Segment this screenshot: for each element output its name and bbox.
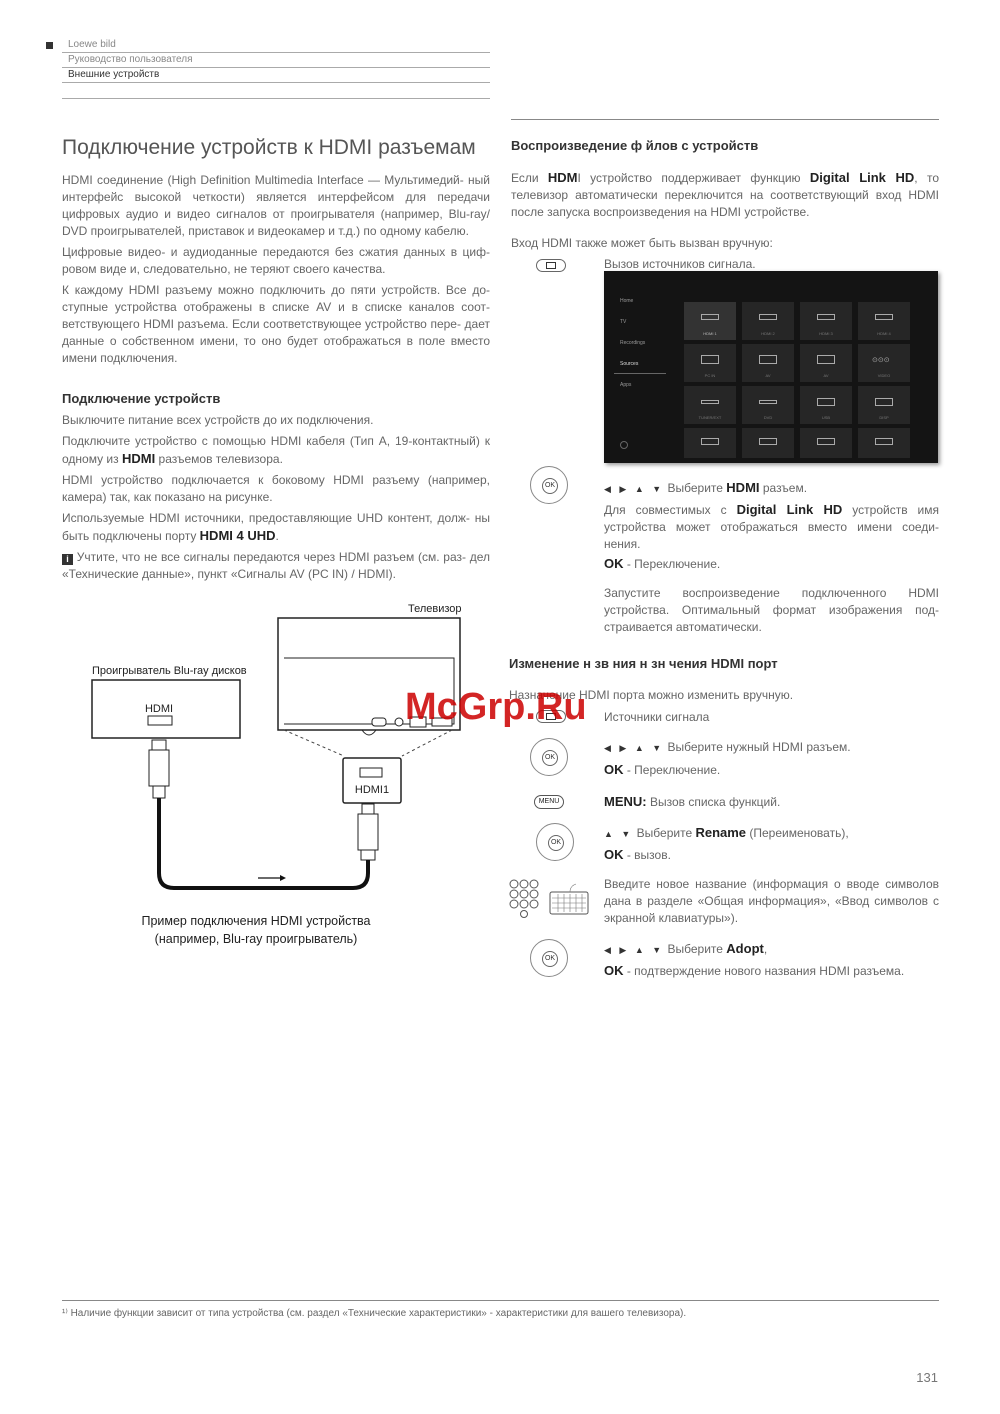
keypad-keyboard-icon — [508, 878, 592, 918]
step-adopt: ◀ ▶ ▲ ▼ Выберите Adopt, — [604, 941, 768, 956]
player-port-label: HDMI — [144, 703, 174, 715]
step-start-playback: Запустите воспроизведение подключенного HDMI устройства. Оптимальный формат изображения под- страивается автоматически. — [604, 586, 939, 634]
info-note: i Учтите, что не все сигналы передаются через HDMI разъем (см. раз- дел «Технические данные», пункт «Сигналы AV (PC IN) / HDMI). — [62, 550, 490, 581]
step-ok-switch-2: OK - Переключение. — [604, 762, 721, 777]
step-menu: MENU: Вызов списка функций. — [604, 794, 781, 809]
menu-key-icon: MENU — [534, 795, 564, 809]
nav-ok-key-icon-4: OK — [530, 939, 568, 977]
hdmi-plug-right — [358, 804, 378, 860]
manual-input-paragraph: Вход HDMI также может быть вызван вручную: — [511, 236, 773, 250]
hdmi-cable — [159, 798, 368, 888]
connect-heading: Подключение устройств — [62, 391, 221, 406]
power-off-paragraph: Выключите питание всех устройств до их подключения. — [62, 413, 374, 427]
player-label: Проигрыватель Blu-ray дисков — [92, 665, 247, 677]
step-ok-switch: OK - Переключение. — [604, 556, 721, 571]
rename-paragraph: Назначение HDMI порта можно изменить вручную. — [509, 688, 794, 702]
arrow-keys-icon: ◀ ▶ ▲ ▼ — [604, 484, 665, 494]
player-hdmi-port-icon — [148, 716, 172, 725]
tv-label: Телевизор — [408, 603, 462, 615]
nav-ok-key-icon-3: OK — [536, 823, 574, 861]
right-top-divider — [511, 119, 939, 120]
tv-port-label: HDMI1 — [354, 784, 390, 796]
page-title: Подключение устройств к HDMI разъемам — [62, 136, 476, 159]
step-call-sources: Вызов источников сигнала. — [604, 257, 756, 271]
nav-ok-key-icon: OK — [530, 466, 568, 504]
left-column — [62, 136, 490, 587]
sources-menu-screenshot: Home TV Recordings Sources Apps HDMI 1 HDMI 2 HDMI 3 HDMI 4 PC IN AV AV ⊙⊙⊙ VIDEO TUNER/EXT DVD USB DISP — [604, 271, 938, 463]
tv-menu-tv: TV — [620, 319, 627, 325]
diagram-caption-line1: Пример подключения HDMI устройства — [141, 914, 371, 928]
page-number: 131 — [916, 1370, 938, 1385]
source-key-icon — [536, 259, 566, 272]
nav-ok-key-icon-2: OK — [530, 738, 568, 776]
right-column-top — [511, 138, 939, 256]
tv-hdmi-port-icon — [360, 768, 382, 777]
header-section: Внешние устройств — [62, 68, 490, 83]
digital-link-paragraph: Если HDMI устройство поддерживает функцию Digital Link HD, то телевизор автоматически переключится на соответствующий вход HDMI после запуска воспроизведения на HDMI устройстве. — [511, 170, 939, 219]
step-select-port: ◀ ▶ ▲ ▼ Выберите нужный HDMI разъем. — [604, 740, 851, 754]
info-icon: i — [62, 554, 73, 565]
direction-arrow — [280, 875, 286, 881]
hdmi-plug-left — [149, 740, 169, 798]
step-sources: Источники сигнала — [604, 710, 710, 724]
digital-paragraph: Цифровые видео- и аудиоданные передаются без сжатия данных в циф- ровом виде и, следовательно, не теряют своего качества. — [62, 245, 490, 276]
step-enter-name: Введите новое название (информация о вводе символов дана в разделе «Общая информация», «Ввод символов с экранной клавиатуры»). — [604, 877, 939, 925]
watermark: McGrp.Ru — [405, 686, 587, 728]
tv-menu-apps: Apps — [620, 382, 632, 388]
header-manual: Руководство пользователя — [62, 53, 490, 68]
footnote: ¹⁾ Наличие функции зависит от типа устройства (см. раздел «Технические характеристики» - характеристики для вашего телевизора). — [62, 1308, 687, 1319]
header-divider — [62, 98, 490, 99]
side-port-paragraph: HDMI устройство подключается к боковому HDMI разъему (например, камера) так, как показано на рисунке. — [62, 473, 490, 504]
intro-paragraph: HDMI соединение (High Definition Multimedia Interface — Мультимедий- ный интерфейс высокой четкости) является интерфейсом для передачи цифровых аудио и видео сигналов от проигрывателя (например, Blu-ray/ DVD проигрывателей, приставок и видеокамер и т.д.) по одному кабелю. — [62, 173, 490, 238]
step-digital-link-note: Для совместимых с Digital Link HD устройств имя устройства может отображаться вместо имени соеди- нения. — [604, 502, 940, 551]
tv-hdmi-port-box — [343, 758, 401, 803]
tv-menu-home: Home — [620, 298, 634, 304]
tv-menu-recordings: Recordings — [620, 340, 646, 346]
step-ok-confirm: OK - подтверждение нового названия HDMI разъема. — [604, 963, 905, 978]
step-rename: ▲ ▼ Выберите Rename (Переименовать), — [604, 825, 849, 840]
step-select-hdmi: ◀ ▶ ▲ ▼ Выберите HDMI разъем. — [604, 480, 808, 495]
uhd-paragraph: Используемые HDMI источники, предоставляющие UHD контент, долж- ны быть подключены порту HDMI 4 UHD. — [62, 511, 490, 543]
header-bullet — [46, 42, 53, 49]
hdmi-connection-diagram — [62, 598, 492, 958]
cable-paragraph: Подключите устройство с помощью HDMI кабеля (Тип А, 19-контактный) к одному из HDMI разъемов телевизора. — [62, 434, 490, 466]
tv-power-icon — [620, 441, 628, 449]
devices-paragraph: К каждому HDMI разъему можно подключить до пяти устройств. Все до- ступные устройства отображены в списке AV и в списке каналов соот- ветствующего HDMI разъема. Если соответствующее устройство пере- дает данные о собственном имени, то оно будет отображаться в поле вместо имени подключения. — [62, 283, 490, 365]
playback-heading: Воспроизведение ф йлов с устройств — [511, 138, 759, 153]
tv-menu-sources: Sources — [620, 361, 639, 367]
step-ok-call: OK - вызов. — [604, 847, 671, 862]
footer-divider — [62, 1300, 939, 1301]
rename-heading: Изменение н зв ния н зн чения HDMI порт — [509, 656, 778, 671]
diagram-caption-line2: (например, Blu-ray проигрыватель) — [154, 932, 358, 946]
header-brand: Loewe bild — [62, 38, 490, 53]
